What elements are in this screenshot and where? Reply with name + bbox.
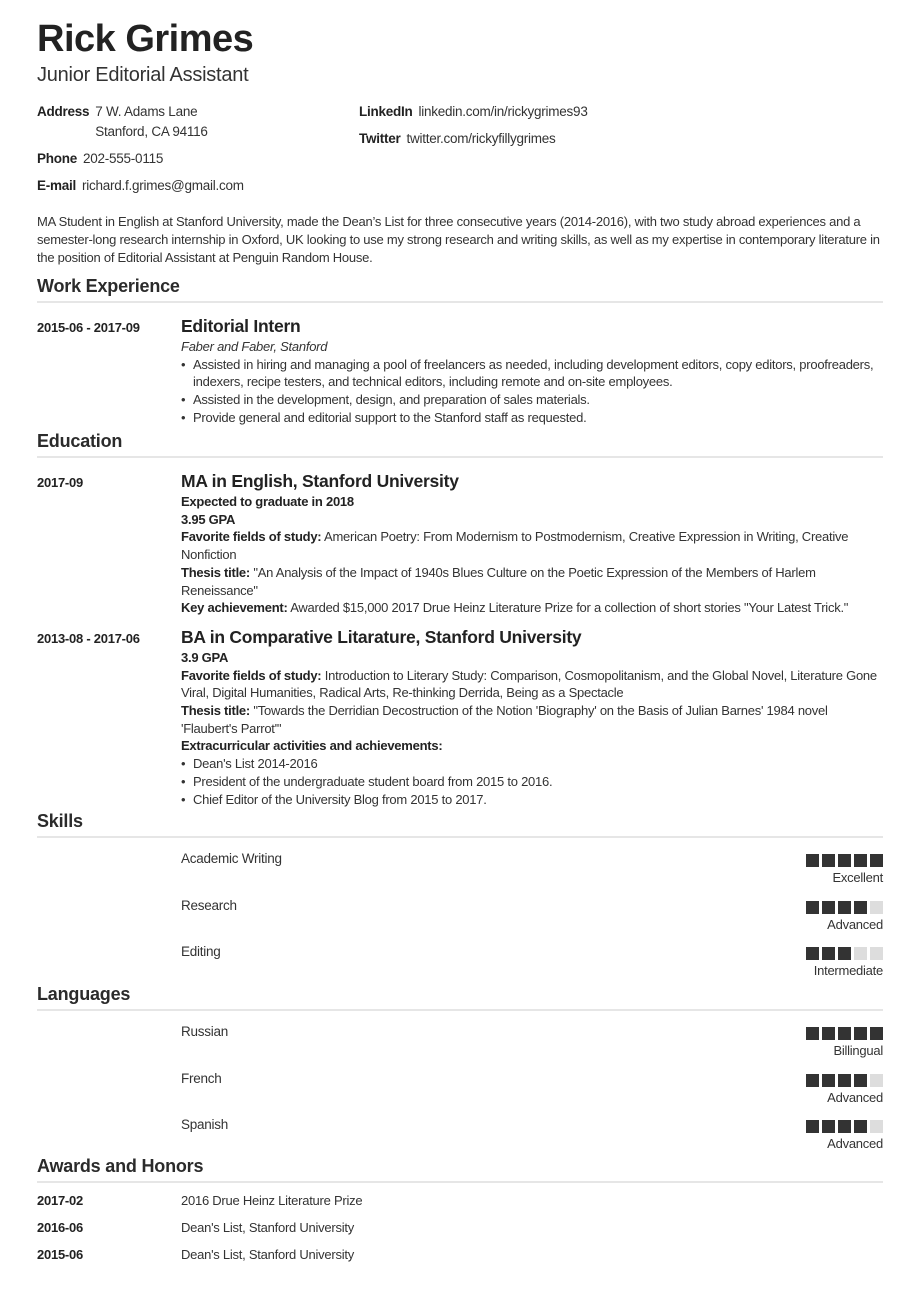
key-value: Awarded $15,000 2017 Drue Heinz Literature Prize for a collection of short stories "Your Latest Trick." xyxy=(290,600,849,616)
languages-section xyxy=(37,984,883,1162)
fields-value: American Poetry: From Modernism to Postmodernism, Creative Expression in Writing, Creative Nonfiction xyxy=(181,529,849,563)
language-row xyxy=(37,1069,883,1116)
bullet: • Provide general and editorial support to the Stanford staff as requested. xyxy=(181,409,883,427)
rating-bar xyxy=(806,1120,883,1133)
section-heading: Education xyxy=(37,431,883,458)
entry-title: Editorial Intern xyxy=(181,316,301,336)
award-name: 2016 Drue Heinz Literature Prize xyxy=(181,1193,363,1208)
phone-label: Phone xyxy=(37,151,78,166)
language-row xyxy=(37,1115,883,1162)
address-line2: Stanford, CA 94116 xyxy=(95,124,208,139)
job-title: Junior Editorial Assistant xyxy=(37,64,249,86)
bullet: • Dean's List 2014-2016 xyxy=(181,755,883,773)
skill-name: Academic Writing xyxy=(181,851,282,866)
rating-filled-square xyxy=(854,1027,867,1040)
fields-label: Favorite fields of study: xyxy=(181,667,322,683)
education-entry xyxy=(37,470,883,617)
bullet: • Chief Editor of the University Blog from 2015 to 2017. xyxy=(181,791,883,809)
skills-section xyxy=(37,811,883,989)
rating-filled-square xyxy=(822,1120,835,1133)
language-level-label: Advanced xyxy=(827,1136,883,1151)
award-date: 2015-06 xyxy=(37,1247,83,1262)
award-date: 2016-06 xyxy=(37,1220,83,1235)
rating-filled-square xyxy=(806,947,819,960)
rating-filled-square xyxy=(806,1074,819,1087)
language-level-label: Advanced xyxy=(827,1089,883,1105)
rating-filled-square xyxy=(870,1027,883,1040)
rating-filled-square xyxy=(838,1074,851,1087)
rating-filled-square xyxy=(806,1027,819,1040)
address-label: Address xyxy=(37,104,90,119)
language-name: French xyxy=(181,1070,222,1086)
bullet: • Assisted in the development, design, and preparation of sales materials. xyxy=(181,391,883,409)
entry-title: BA in Comparative Litarature, Stanford University xyxy=(181,626,582,647)
award-row xyxy=(37,1187,883,1214)
award-row xyxy=(37,1214,883,1241)
work-experience-section xyxy=(37,276,883,427)
key-label: Key achievement: xyxy=(181,600,288,616)
section-heading: Work Experience xyxy=(37,276,883,303)
skill-row xyxy=(37,942,883,989)
linkedin-label: LinkedIn xyxy=(359,104,413,119)
rating-filled-square xyxy=(822,947,835,960)
rating-empty-square xyxy=(854,947,867,960)
rating-bar xyxy=(806,1027,883,1040)
key-achievement xyxy=(181,599,883,617)
fields xyxy=(181,667,883,702)
rating-filled-square xyxy=(854,854,867,867)
section-heading: Skills xyxy=(37,811,883,838)
skill-row xyxy=(37,896,883,943)
thesis-value: "Towards the Derridian Decostruction of the Notion 'Biography' on the Basis of Julian Barnes' 1984 novel 'Flaubert's Parrot'" xyxy=(181,703,828,736)
gpa: 3.9 GPA xyxy=(181,649,229,665)
language-name: Russian xyxy=(181,1024,229,1039)
award-name: Dean's List, Stanford University xyxy=(181,1220,354,1235)
rating-bar xyxy=(806,901,883,914)
graduation: Expected to graduate in 2018 xyxy=(181,494,354,509)
twitter xyxy=(359,131,556,146)
skill-level xyxy=(806,942,883,989)
skill-level-label: Intermediate xyxy=(813,963,883,978)
rating-empty-square xyxy=(870,947,883,960)
language-level-label: Billingual xyxy=(833,1043,883,1058)
rating-filled-square xyxy=(854,901,867,914)
linkedin xyxy=(359,104,588,119)
bullet: • Assisted in hiring and managing a pool of freelancers as needed, including development editors, copy editors, proofreaders, indexers, recipe testers, and technical editors, including remote and on-site employees. xyxy=(181,356,883,391)
fields-value: Introduction to Literary Study: Comparison, Cosmopolitanism, and the Global Novel, Literature Gone Viral, Digital Humanities, Radical Arts, Re-thinking Derrida, Being as a Spectacle xyxy=(181,667,877,701)
section-heading: Languages xyxy=(37,984,883,1011)
rating-filled-square xyxy=(854,1120,867,1133)
language-level xyxy=(806,1069,883,1116)
rating-filled-square xyxy=(806,854,819,867)
skill-level-label: Excellent xyxy=(832,870,883,885)
twitter-label: Twitter xyxy=(359,131,401,146)
awards-section xyxy=(37,1156,883,1268)
award-date: 2017-02 xyxy=(37,1193,83,1208)
language-name: Spanish xyxy=(181,1117,229,1132)
summary: MA Student in English at Stanford University, made the Dean’s List for three consecutive years (2014-2016), with two study abroad experiences and a semester-long research internship in Oxford, UK looking to use my strong research and writing skills, as well as my expertise in contemporary literature in the position of Editorial Assistant at Penguin Random House. xyxy=(37,214,880,265)
rating-bar xyxy=(806,1074,883,1087)
thesis-value: "An Analysis of the Impact of 1940s Blues Culture on the Poetic Expression of the Members of Harlem Reneissance" xyxy=(181,564,816,598)
language-level xyxy=(806,1115,883,1162)
email-link[interactable]: richard.f.grimes@gmail.com xyxy=(82,178,244,193)
rating-filled-square xyxy=(838,854,851,867)
bullet: • President of the undergraduate student board from 2015 to 2016. xyxy=(181,773,883,791)
rating-filled-square xyxy=(822,1074,835,1087)
company: Faber and Faber, Stanford xyxy=(181,339,328,354)
award-row xyxy=(37,1241,883,1268)
language-level xyxy=(806,1022,883,1069)
rating-filled-square xyxy=(806,901,819,914)
gpa: 3.95 GPA xyxy=(181,511,236,527)
skill-level xyxy=(806,896,883,943)
entry-date: 2017-09 xyxy=(37,475,83,490)
rating-empty-square xyxy=(870,901,883,914)
rating-filled-square xyxy=(838,1120,851,1133)
email xyxy=(37,178,244,193)
skill-level xyxy=(806,849,883,896)
linkedin-link[interactable]: linkedin.com/in/rickygrimes93 xyxy=(418,104,588,119)
thesis-label: Thesis title: xyxy=(181,564,250,580)
rating-filled-square xyxy=(838,1027,851,1040)
education-entry xyxy=(37,626,883,808)
candidate-name: Rick Grimes xyxy=(37,18,254,60)
extracurricular-label: Extracurricular activities and achievements: xyxy=(181,738,443,754)
entry-title: MA in English, Stanford University xyxy=(181,471,459,491)
entry-date: 2013-08 - 2017-06 xyxy=(37,630,140,646)
address xyxy=(37,104,208,142)
award-name: Dean's List, Stanford University xyxy=(181,1247,354,1262)
thesis xyxy=(181,564,883,599)
skill-row xyxy=(37,849,883,896)
address-line1: 7 W. Adams Lane xyxy=(95,104,198,119)
rating-bar xyxy=(806,947,883,960)
rating-filled-square xyxy=(822,1027,835,1040)
skill-level-label: Advanced xyxy=(827,916,883,932)
rating-empty-square xyxy=(870,1120,883,1133)
phone-value: 202-555-0115 xyxy=(83,151,164,166)
entry-date: 2015-06 - 2017-09 xyxy=(37,320,140,335)
rating-filled-square xyxy=(822,901,835,914)
twitter-link[interactable]: twitter.com/rickyfillygrimes xyxy=(406,131,556,146)
skill-name: Research xyxy=(181,897,237,913)
rating-empty-square xyxy=(870,1074,883,1087)
email-label: E-mail xyxy=(37,178,77,193)
phone xyxy=(37,151,163,166)
language-row xyxy=(37,1022,883,1069)
section-heading: Awards and Honors xyxy=(37,1156,883,1183)
work-entry xyxy=(37,315,883,427)
thesis-label: Thesis title: xyxy=(181,703,250,719)
rating-filled-square xyxy=(806,1120,819,1133)
rating-filled-square xyxy=(822,854,835,867)
rating-filled-square xyxy=(838,947,851,960)
rating-filled-square xyxy=(870,854,883,867)
rating-filled-square xyxy=(838,901,851,914)
thesis xyxy=(181,702,883,737)
fields xyxy=(181,528,883,563)
skill-name: Editing xyxy=(181,944,221,959)
education-section xyxy=(37,431,883,808)
rating-bar xyxy=(806,854,883,867)
rating-filled-square xyxy=(854,1074,867,1087)
fields-label: Favorite fields of study: xyxy=(181,529,322,545)
